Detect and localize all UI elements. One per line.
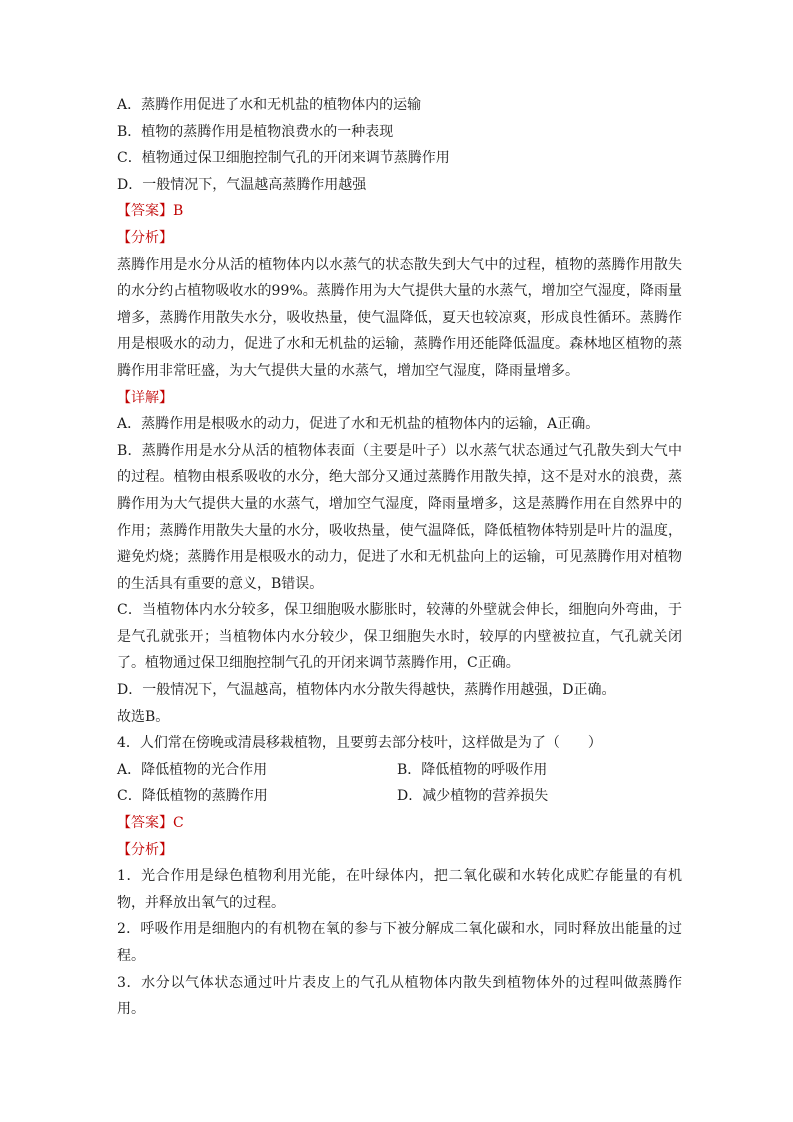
bracket-close: 】 <box>159 389 173 406</box>
q4-stem: 4．人们常在傍晚或清晨移栽植物，且要剪去部分枝叶，这样做是为了（ ） <box>117 735 602 752</box>
q3-analysis-label: 分析 <box>131 229 159 246</box>
q3-detail-paragraph-c: C．当植物体内水分较多，保卫细胞吸水膨胀时，较薄的外壁就会伸长，细胞向外弯曲，于是气孔就张开；当植物体内水分较少，保卫细胞失水时，较厚的内壁被拉直，气孔就关闭了。植物通过保卫细胞控制气孔的开闭来调节蒸腾作用，C正确。 <box>117 602 682 672</box>
q3-option-c: C．植物通过保卫细胞控制气孔的开闭来调节蒸腾作用 <box>117 150 450 167</box>
bracket-open: 【 <box>117 841 131 858</box>
q4-analysis-label: 分析 <box>131 841 159 858</box>
q4-analysis-point-1: 1．光合作用是绿色植物利用光能，在叶绿体内，把二氧化碳和水转化成贮存能量的有机物，并释放出氧气的过程。 <box>117 868 682 911</box>
q4-options-row-1 <box>117 757 682 784</box>
q4-option-c: C．降低植物的蒸腾作用 <box>117 788 268 805</box>
q4-options-row-2 <box>117 783 682 810</box>
q4-analysis-tag <box>117 837 682 864</box>
q4-answer-value: C <box>173 815 184 832</box>
document-page <box>117 92 682 1023</box>
q3-option-b: B．植物的蒸腾作用是植物浪费水的一种表现 <box>117 123 394 140</box>
q3-detail-tag <box>117 385 682 412</box>
q4-analysis-point-2: 2．呼吸作用是细胞内的有机物在氧的参与下被分解成二氧化碳和水，同时释放出能量的过程。 <box>117 921 682 964</box>
q3-analysis-text: 蒸腾作用是水分从活的植物体内以水蒸气的状态散失到大气中的过程，植物的蒸腾作用散失的水分约占植物吸收水的99%。蒸腾作用为大气提供大量的水蒸气，增加空气湿度，降雨量增多，蒸腾作用散失水分，吸收热量，使气温降低，夏天也较凉爽，形成良性循环。蒸腾作用是根吸水的动力，促进了水和无机盐的运输，蒸腾作用还能降低温度。森林地区植物的蒸腾作用非常旺盛，为大气提供大量的水蒸气，增加空气湿度，降雨量增多。 <box>117 256 682 379</box>
q3-conclusion: 故选B。 <box>117 708 170 725</box>
q4-answer-label: 答案 <box>131 815 159 832</box>
q4-analysis-point-3: 3．水分以气体状态通过叶片表皮上的气孔从植物体内散失到植物体外的过程叫做蒸腾作用。 <box>117 974 682 1018</box>
bracket-open: 【 <box>117 389 131 406</box>
q3-detail-paragraph-a: A．蒸腾作用是根吸水的动力，促进了水和无机盐的植物体内的运输，A正确。 <box>117 416 600 433</box>
bracket-close: 】 <box>159 841 173 858</box>
bracket-open: 【 <box>117 229 131 246</box>
bracket-open: 【 <box>117 203 131 220</box>
q3-detail-paragraph-d: D．一般情况下，气温越高，植物体内水分散失得越快，蒸腾作用越强，D正确。 <box>117 682 616 699</box>
bracket-open: 【 <box>117 815 131 832</box>
q3-detail-label: 详解 <box>131 389 159 406</box>
bracket-close: 】 <box>159 203 173 220</box>
q3-option-d: D．一般情况下，气温越高蒸腾作用越强 <box>117 176 367 193</box>
bracket-close: 】 <box>159 229 173 246</box>
q3-detail-paragraph-b: B．蒸腾作用是水分从活的植物体表面（主要是叶子）以水蒸气状态通过气孔散失到大气中的过程。植物由根系吸收的水分，绝大部分又通过蒸腾作用散失掉，这不是对水的浪费，蒸腾作用为大气提供大量的水蒸气，增加空气湿度，降雨量增多，这是蒸腾作用在自然界中的作用；蒸腾作用散失大量的水分，吸收热量，使气温降低，降低植物体特别是叶片的温度，避免灼烧；蒸腾作用是根吸水的动力，促进了水和无机盐向上的运输，可见蒸腾作用对植物的生活具有重要的意义，B错误。 <box>117 442 682 592</box>
bracket-close: 】 <box>159 815 173 832</box>
q3-analysis-tag <box>117 225 682 252</box>
q3-answer-value: B <box>173 203 184 220</box>
q4-answer-tag <box>117 810 682 837</box>
q4-option-b: B．降低植物的呼吸作用 <box>397 761 548 778</box>
q4-option-d: D．减少植物的营养损失 <box>397 788 549 805</box>
q3-answer-label: 答案 <box>131 203 159 220</box>
q3-option-a: A．蒸腾作用促进了水和无机盐的植物体内的运输 <box>117 97 422 113</box>
q3-answer-tag <box>117 198 682 225</box>
q4-option-a: A．降低植物的光合作用 <box>117 761 268 778</box>
